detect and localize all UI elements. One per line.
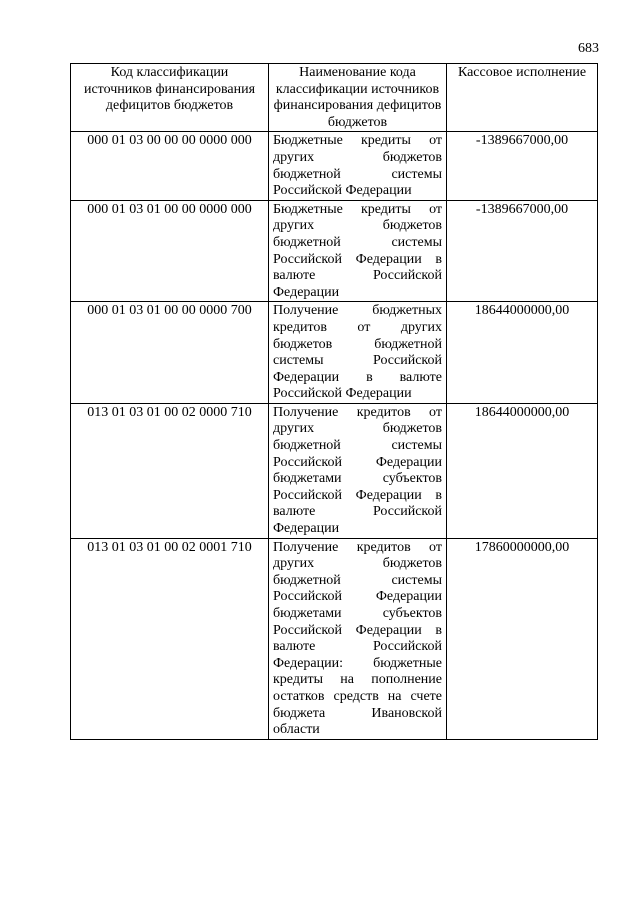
table-row	[71, 403, 598, 538]
row-code: 000 01 03 01 00 00 0000 700	[71, 302, 269, 404]
row-code: 000 01 03 01 00 00 0000 000	[71, 200, 269, 302]
header-name: Наименование кода классификации источников финансирования дефицитов бюджетов	[269, 64, 447, 132]
table-row	[71, 132, 598, 200]
budget-sources-table	[70, 63, 598, 740]
row-amount: 17860000000,00	[447, 538, 598, 739]
row-code: 013 01 03 01 00 02 0000 710	[71, 403, 269, 538]
row-amount: 18644000000,00	[447, 302, 598, 404]
row-name: Получение кредитов от других бюджетов бюджетной системы Российской Федерации бюджетами субъектов Российской Федерации в валюте Российской Федерации: бюджетные кредиты на пополнение остатков средств на счете бюджета Ивановской области	[269, 538, 447, 739]
table-header-row	[71, 64, 598, 132]
row-name: Бюджетные кредиты от других бюджетов бюджетной системы Российской Федерации	[269, 132, 447, 200]
row-amount: 18644000000,00	[447, 403, 598, 538]
row-code: 013 01 03 01 00 02 0001 710	[71, 538, 269, 739]
header-amount: Кассовое исполнение	[447, 64, 598, 132]
table-row	[71, 538, 598, 739]
row-name: Бюджетные кредиты от других бюджетов бюджетной системы Российской Федерации в валюте Российской Федерации	[269, 200, 447, 302]
page-number: 683	[578, 41, 599, 56]
table-row	[71, 302, 598, 404]
row-name: Получение бюджетных кредитов от других бюджетов бюджетной системы Российской Федерации в валюте Российской Федерации	[269, 302, 447, 404]
header-code: Код классификации источников финансирования дефицитов бюджетов	[71, 64, 269, 132]
row-amount: -1389667000,00	[447, 132, 598, 200]
row-code: 000 01 03 00 00 00 0000 000	[71, 132, 269, 200]
row-amount: -1389667000,00	[447, 200, 598, 302]
table-row	[71, 200, 598, 302]
row-name: Получение кредитов от других бюджетов бюджетной системы Российской Федерации бюджетами субъектов Российской Федерации в валюте Российской Федерации	[269, 403, 447, 538]
